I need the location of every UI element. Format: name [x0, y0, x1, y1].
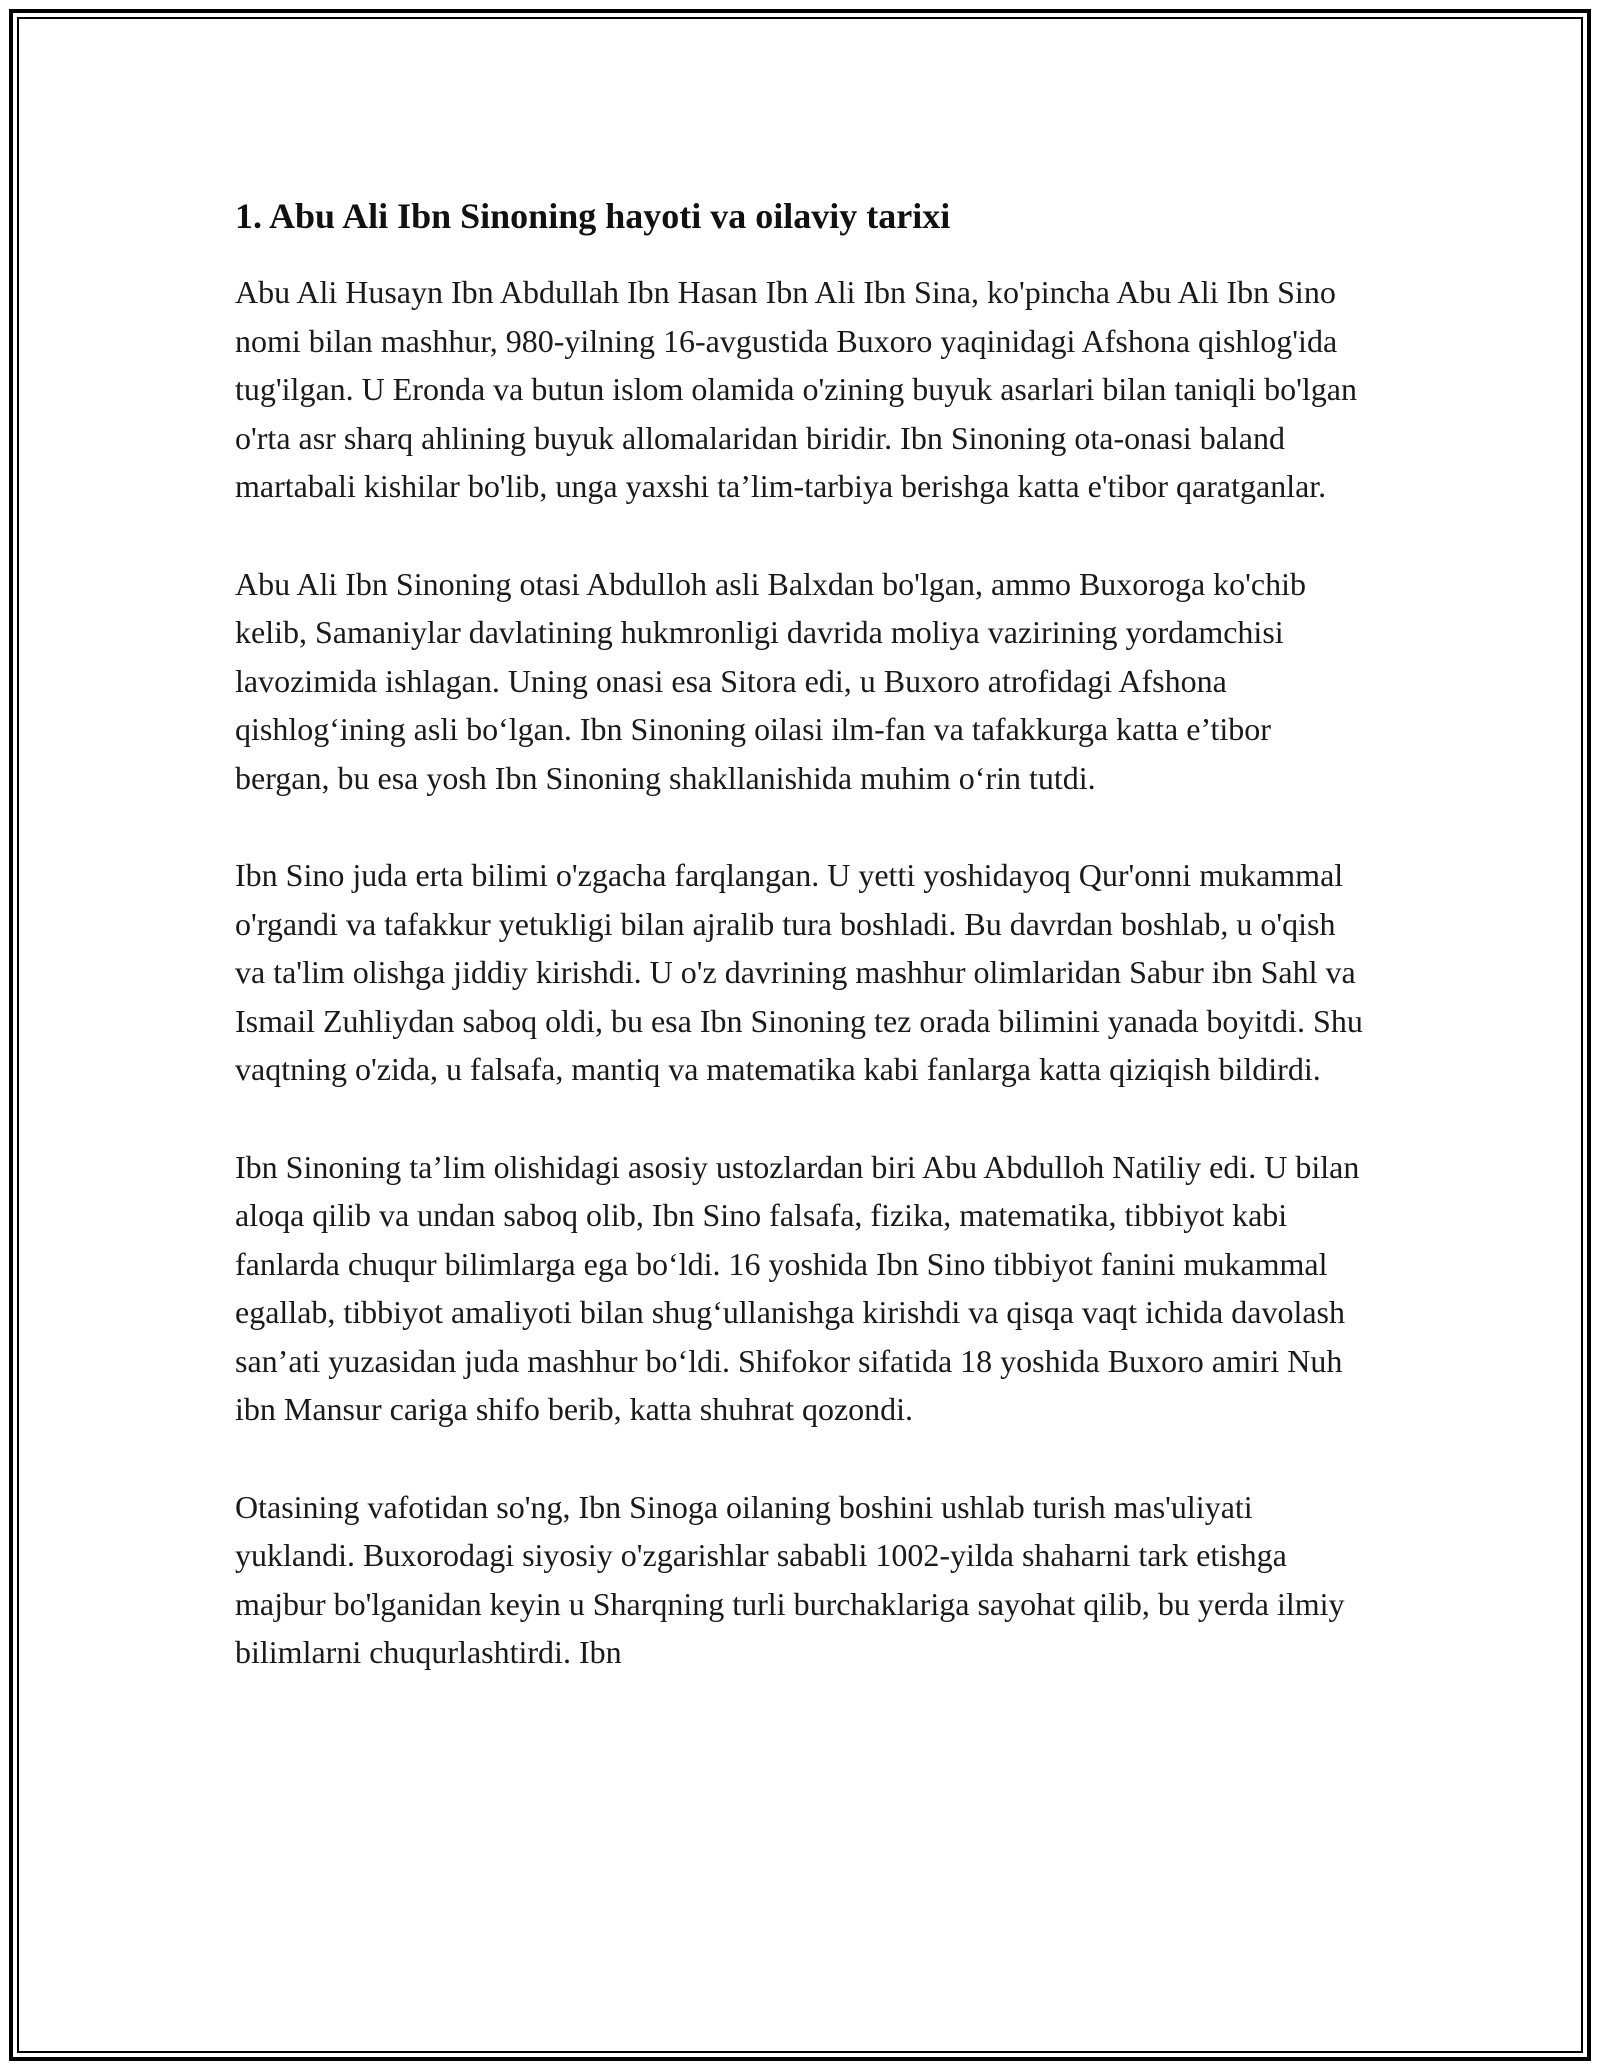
- paragraph-1: Abu Ali Husayn Ibn Abdullah Ibn Hasan Ibn Ali Ibn Sina, ko'pincha Abu Ali Ibn Sino nomi bilan mashhur, 980-yilning 16-avgustida Buxoro yaqinidagi Afshona qishlog'ida tug'ilgan. U Eronda va butun islom olamida o'zining buyuk asarlari bilan taniqli bo'lgan o'rta asr sharq ahlining buyuk allomalaridan biridir. Ibn Sinoning ota-onasi baland martabali kishilar bo'lib, unga yaxshi ta’lim-tarbiya berishga katta e'tibor qaratganlar.: [235, 274, 1357, 504]
- paragraph-4: Ibn Sinoning ta’lim olishidagi asosiy ustozlardan biri Abu Abdulloh Natiliy edi. U bilan aloqa qilib va undan saboq olib, Ibn Sino falsafa, fizika, matematika, tibbiyot kabi fanlarda chuqur bilimlarga ega bo‘ldi. 16 yoshida Ibn Sino tibbiyot fanini mukammal egallab, tibbiyot amaliyoti bilan shug‘ullanishga kirishdi va qisqa vaqt ichida davolash san’ati yuzasidan juda mashhur bo‘ldi. Shifokor sifatida 18 yoshida Buxoro amiri Nuh ibn Mansur cariga shifo berib, katta shuhrat qozondi.: [235, 1148, 1360, 1427]
- section-heading: 1. Abu Ali Ibn Sinoning hayoti va oilaviy tarixi: [235, 196, 951, 236]
- paragraph-5: Otasining vafotidan so'ng, Ibn Sinoga oilaning boshini ushlab turish mas'uliyati yuklandi. Buxorodagi siyosiy o'zgarishlar sababli 1002-yilda shaharni tark etishga majbur bo'lganidan keyin u Sharqning turli burchaklariga sayohat qilib, bu yerda ilmiy bilimlarni chuqurlashtirdi. Ibn: [235, 1488, 1345, 1670]
- paragraph-3: Ibn Sino juda erta bilimi o'zgacha farqlangan. U yetti yoshidayoq Qur'onni mukammal o'rgandi va tafakkur yetukligi bilan ajralib tura boshladi. Bu davrdan boshlab, u o'qish va ta'lim olishga jiddiy kirishdi. U o'z davrining mashhur olimlaridan Sabur ibn Sahl va Ismail Zuhliydan saboq oldi, bu esa Ibn Sinoning tez orada bilimini yanada boyitdi. Shu vaqtning o'zida, u falsafa, mantiq va matematika kabi fanlarga katta qiziqish bildirdi.: [235, 857, 1363, 1087]
- document-body: [235, 192, 1370, 1726]
- paragraph-2: Abu Ali Ibn Sinoning otasi Abdulloh asli Balxdan bo'lgan, ammo Buxoroga ko'chib kelib, Samaniylar davlatining hukmronligi davrida moliya vazirining yordamchisi lavozimida ishlagan. Uning onasi esa Sitora edi, u Buxoro atrofidagi Afshona qishlog‘ining asli bo‘lgan. Ibn Sinoning oilasi ilm-fan va tafakkurga katta e’tibor bergan, bu esa yosh Ibn Sinoning shakllanishida muhim o‘rin tutdi.: [235, 565, 1307, 796]
